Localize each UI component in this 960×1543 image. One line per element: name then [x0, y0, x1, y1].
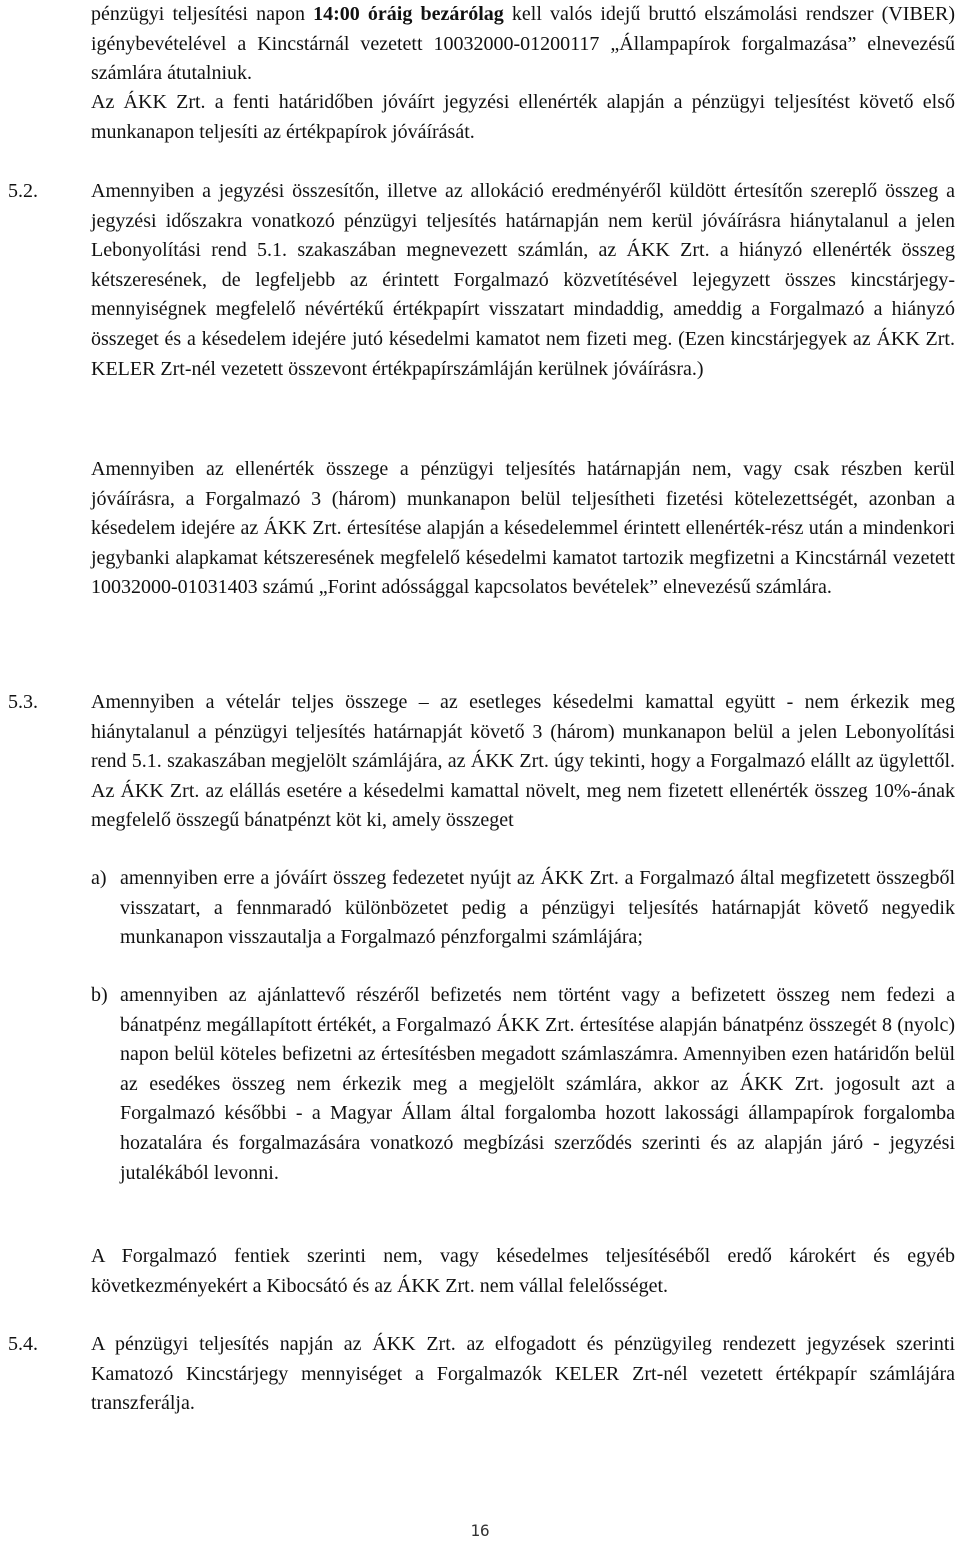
page-number: 16	[470, 1521, 490, 1540]
list-item-b-text: amennyiben az ajánlattevő részéről befizetés nem történt vagy a befizetett összeg nem fedezi a bánatpénz megállapított értékét, a Forgalmazó ÁKK Zrt. értesítése alapján bánatpénz összegét 8 (nyolc) napon belül köteles befizetni az értesítésben megadott számlaszámra. Amennyiben ezen határidőn belül az esedékes összeg nem érkezik meg a megjelölt számlára, akkor az ÁKK Zrt. jogosult azt a Forgalmazó későbbi - a Magyar Állam által forgalomba hozott lakossági állampapírok forgalomba hozatalára és forgalmazására vonatkozó megbízási szerződés szerinti és az alapján járó - jegyzési jutalékából levonni.	[120, 984, 955, 1184]
section-5-2-text: Amennyiben a jegyzési összesítőn, illetve az allokáció eredményéről küldött értesítőn szereplő összeg a jegyzési időszakra vonatkozó pénzügyi teljesítés határnapján nem kerül jóváírásra hiánytalanul a jelen Lebonyolítási rend 5.1. szakaszában megnevezett számlán, az ÁKK Zrt. a hiányzó ellenérték összeg kétszeresének, de legfeljebb az érintett Forgalmazó közvetítésével lejegyzett összes kincstárjegy-mennyiségnek megfelelő névértékű értékpapírt visszatart mindaddig, ameddig a Forgalmazó a hiányzó összeget és a késedelem idejére jutó késedelmi kamatot nem fizeti meg. (Ezen kincstárjegyek az ÁKK Zrt. KELER Zrt-nél vezetett összevont értékpapírszámláján kerülnek jóváírásra.)	[91, 180, 955, 380]
section-number-5-3: 5.3.	[8, 691, 38, 713]
list-item-letter-a: a)	[91, 867, 107, 889]
list-item-a-text: amennyiben erre a jóváírt összeg fedezetet nyújt az ÁKK Zrt. a Forgalmazó által megfizetett összegből visszatart, a fennmaradó különbözetet pedig a pénzügyi teljesítés határnapját követő negyedik munkanapon visszautalja a Forgalmazó pénzforgalmi számlájára;	[120, 867, 955, 949]
paragraph-liability: A Forgalmazó fentiek szerinti nem, vagy késedelmes teljesítéséből eredő károkért és egyéb következményekért a Kibocsátó és az ÁKK Zrt. nem vállal felelősséget.	[91, 1245, 955, 1297]
section-5-3-text: Amennyiben a vételár teljes összege – az esetleges késedelmi kamattal együtt - nem érkezik meg hiánytalanul a pénzügyi teljesítés határnapját követő 3 (három) munkanapon belül a jelen Lebonyolítási rend 5.1. szakaszában megjelölt számlájára, az ÁKK Zrt. úgy tekinti, hogy a Forgalmazó elállt az ügylettől. Az ÁKK Zrt. az elállás esetére a késedelmi kamattal növelt, meg nem fizetett ellenérték összeg 10%-ának megfelelő összegű bánatpénzt köt ki, amely összeget	[91, 691, 955, 832]
section-number-5-2: 5.2.	[8, 180, 38, 202]
paragraph-payment-deadline	[91, 0, 955, 89]
text-run: pénzügyi teljesítési napon	[91, 3, 314, 25]
deadline-bold: 14:00 óráig bezárólag	[313, 3, 504, 25]
section-number-5-4: 5.4.	[8, 1333, 38, 1355]
text-run: kell valós idejű bruttó elszámolási rendszer (VIBER) igénybevételével a Kincstárnál vezetett 10032000-01200117 „Állampapírok forgalmazása” elnevezésű számlára átutalniuk.	[91, 3, 956, 85]
section-5-4-text: A pénzügyi teljesítés napján az ÁKK Zrt. az elfogadott és pénzügyileg rendezett jegyzések szerinti Kamatozó Kincstárjegy mennyiséget a Forgalmazók KELER Zrt-nél vezetett értékpapír számlájára transzferálja.	[91, 1333, 955, 1415]
paragraph-securities-credit: Az ÁKK Zrt. a fenti határidőben jóváírt jegyzési ellenérték alapján a pénzügyi teljesítést követő első munkanapon teljesíti az értékpapírok jóváírását.	[91, 91, 955, 143]
list-item-letter-b: b)	[91, 984, 108, 1006]
paragraph-late-payment: Amennyiben az ellenérték összege a pénzügyi teljesítés határnapján nem, vagy csak részben kerül jóváírásra, a Forgalmazó 3 (három) munkanapon belül teljesítheti fizetési kötelezettségét, azonban a késedelem idejére az ÁKK Zrt. értesítése alapján a késedelemmel érintett ellenérték-rész után a mindenkori jegybanki alapkamat kétszeresének megfelelő késedelmi kamatot tartozik megfizetni a Kincstárnál vezetett 10032000-01031403 számú „Forint adóssággal kapcsolatos bevételek” elnevezésű számlára.	[91, 458, 955, 599]
